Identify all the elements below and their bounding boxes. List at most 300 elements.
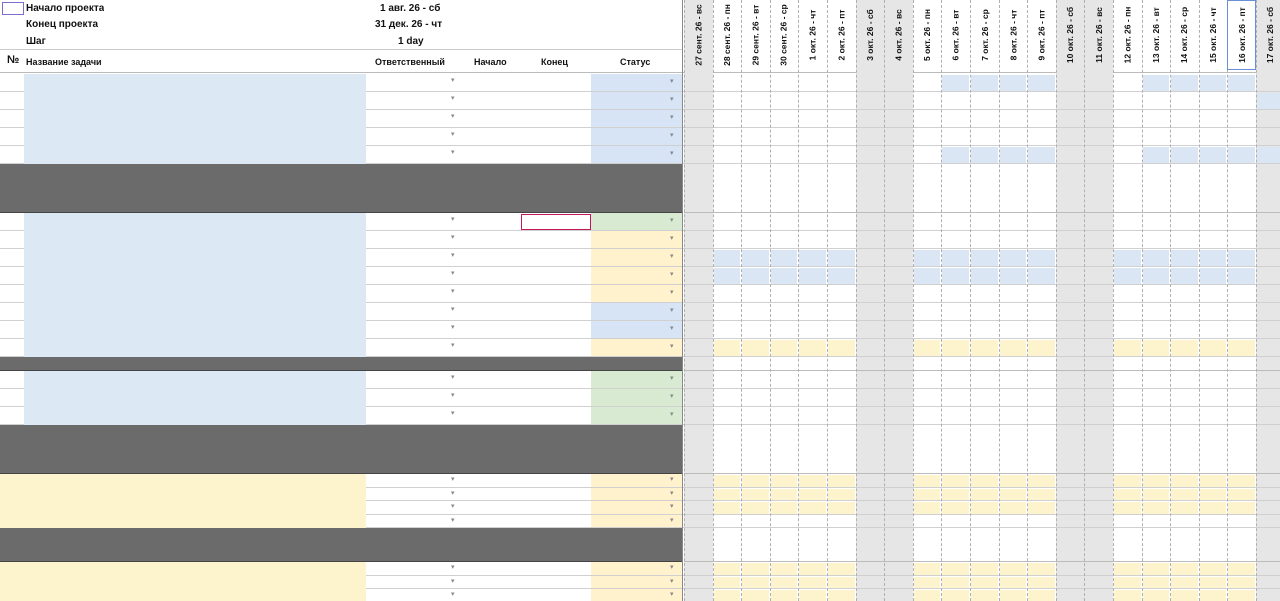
gantt-hours-cell[interactable] [714,268,741,284]
gantt-hours-cell[interactable] [1114,577,1141,589]
gantt-hours-cell[interactable] [1228,489,1255,501]
date-header [1199,0,1228,70]
gantt-hours-cell[interactable] [971,75,998,91]
gantt-hours-cell[interactable] [828,577,855,589]
gantt-hours-cell[interactable] [1200,489,1227,501]
gantt-hours-cell[interactable] [914,268,941,284]
gantt-hours-cell[interactable] [828,268,855,284]
gantt-hours-cell[interactable] [742,340,769,356]
header-divider [0,49,682,50]
gantt-hours-cell[interactable] [1028,250,1055,266]
owner-dropdown-icon[interactable]: ▾ [451,131,455,138]
task-link[interactable] [27,214,363,230]
gantt-hours-cell[interactable] [942,268,969,284]
status-cell[interactable] [591,474,682,487]
gantt-hours-cell[interactable] [771,340,798,356]
status-cell[interactable] [591,110,682,127]
status-cell[interactable] [591,501,682,514]
status-cell[interactable] [591,389,682,406]
task-name [27,475,363,487]
gantt-hours-cell[interactable] [1171,502,1198,514]
owner-dropdown-icon[interactable]: ▾ [451,270,455,277]
gantt-hours-cell[interactable] [1028,563,1055,575]
gantt-hours-cell[interactable] [1171,75,1198,91]
owner-dropdown-icon[interactable]: ▾ [451,489,455,497]
date-header [970,0,999,70]
owner-dropdown-icon[interactable]: ▾ [451,392,455,399]
gantt-hours-cell[interactable] [1000,268,1027,284]
gantt-hours-cell[interactable] [799,502,826,514]
status-dropdown-icon[interactable]: ▾ [670,325,674,332]
grid-line [970,0,971,601]
gantt-hours-cell[interactable] [914,590,941,601]
gantt-hours-cell[interactable] [971,577,998,589]
status-dropdown-icon[interactable]: ▾ [670,577,674,585]
gantt-hours-cell[interactable] [1143,340,1170,356]
gantt-hours-cell[interactable] [1114,268,1141,284]
task-link[interactable] [27,75,363,91]
gantt-hours-cell[interactable] [799,475,826,487]
grid-line [713,0,714,601]
status-cell[interactable] [591,339,682,356]
owner-dropdown-icon[interactable]: ▾ [451,410,455,417]
status-dropdown-icon[interactable]: ▾ [670,516,674,524]
status-dropdown-icon[interactable]: ▾ [670,271,674,278]
owner-dropdown-icon[interactable]: ▾ [451,95,455,102]
selected-cell[interactable] [2,2,24,15]
status-dropdown-icon[interactable]: ▾ [670,289,674,296]
status-cell[interactable] [591,92,682,109]
status-cell[interactable] [591,285,682,302]
gantt-hours-cell[interactable] [1171,268,1198,284]
status-dropdown-icon[interactable]: ▾ [670,307,674,314]
gantt-hours-cell[interactable] [1028,475,1055,487]
gantt-hours-cell[interactable] [828,250,855,266]
gantt-hours-cell[interactable] [1143,268,1170,284]
gantt-hours-cell[interactable] [1257,93,1280,109]
gantt-hours-cell[interactable] [1114,563,1141,575]
gantt-hours-cell[interactable] [828,340,855,356]
gantt-hours-cell[interactable] [1143,489,1170,501]
grid-line [1227,0,1228,601]
task-name [27,489,363,501]
row-num-cell [0,562,24,576]
task-link[interactable] [27,286,363,302]
gantt-hours-cell[interactable] [1228,75,1255,91]
status-dropdown-icon[interactable]: ▾ [670,217,674,224]
status-cell[interactable] [591,576,682,589]
task-name [27,516,363,528]
task-link[interactable] [27,268,363,284]
gantt-hours-cell[interactable] [1143,147,1170,163]
owner-dropdown-icon[interactable]: ▾ [451,288,455,295]
section-row [0,425,682,474]
gantt-hours-cell[interactable] [1143,590,1170,601]
gantt-hours-cell[interactable] [1171,340,1198,356]
status-cell[interactable] [591,74,682,91]
gantt-hours-cell[interactable] [942,502,969,514]
end-date[interactable] [521,214,591,230]
gantt-hours-cell[interactable] [1143,577,1170,589]
date-label: 3 окт. 26 - сб [864,9,875,61]
gantt-hours-cell[interactable] [742,577,769,589]
date-header [741,0,770,70]
status-cell[interactable] [591,589,682,601]
status-dropdown-icon[interactable]: ▾ [670,489,674,497]
gantt-hours-cell[interactable] [799,590,826,601]
gantt-hours-cell[interactable] [742,475,769,487]
gantt-hours-cell[interactable] [1200,75,1227,91]
status-cell[interactable] [591,371,682,388]
row-num-cell [0,267,24,285]
gantt-hours-cell[interactable] [971,563,998,575]
gantt-hours-cell[interactable] [714,590,741,601]
gantt-hours-cell[interactable] [1028,340,1055,356]
status-cell[interactable] [591,231,682,248]
project-start-label: Начало проекта [26,3,105,14]
gantt-hours-cell[interactable] [828,590,855,601]
row-num-cell [0,589,24,601]
status-cell[interactable] [591,249,682,266]
row-num-cell [0,128,24,146]
gantt-hours-cell[interactable] [714,502,741,514]
gantt-hours-cell[interactable] [771,502,798,514]
date-label: 29 сент. 26 - вт [750,4,761,66]
date-label: 30 сент. 26 - ср [779,4,790,66]
gantt-hours-cell[interactable] [942,590,969,601]
gantt-hours-cell[interactable] [1200,590,1227,601]
status-cell[interactable] [591,488,682,501]
row-num-cell [0,576,24,590]
gantt-hours-cell[interactable] [799,563,826,575]
status-dropdown-icon[interactable]: ▾ [670,96,674,103]
gantt-hours-cell[interactable] [771,577,798,589]
task-link[interactable] [27,372,363,388]
status-dropdown-icon[interactable]: ▾ [670,476,674,483]
gantt-hours-cell[interactable] [1228,590,1255,601]
owner-dropdown-icon[interactable]: ▾ [451,252,455,259]
date-label: 15 окт. 26 - чт [1208,7,1219,63]
gantt-hours-cell[interactable] [1228,147,1255,163]
gantt-hours-cell[interactable] [714,250,741,266]
gantt-hours-cell[interactable] [742,590,769,601]
row-num-cell [0,231,24,249]
gantt-hours-cell[interactable] [799,268,826,284]
gantt-hours-cell[interactable] [942,563,969,575]
status-cell[interactable] [591,407,682,424]
gantt-hours-cell[interactable] [971,250,998,266]
gantt-hours-cell[interactable] [1171,475,1198,487]
gantt-hours-cell[interactable] [742,268,769,284]
gantt-hours-cell[interactable] [714,563,741,575]
status-dropdown-icon[interactable]: ▾ [670,78,674,85]
gantt-hours-cell[interactable] [942,489,969,501]
status-cell[interactable] [591,213,682,230]
status-dropdown-icon[interactable]: ▾ [670,375,674,382]
gantt-hours-cell[interactable] [1171,147,1198,163]
gantt-hours-cell[interactable] [714,475,741,487]
gantt-hours-cell[interactable] [1200,475,1227,487]
gantt-hours-cell[interactable] [1028,502,1055,514]
gantt-hours-cell[interactable] [1028,577,1055,589]
row-num-cell [0,213,24,231]
row-num-cell [0,321,24,339]
status-dropdown-icon[interactable]: ▾ [670,393,674,400]
date-label: 4 окт. 26 - вс [893,9,904,61]
gantt-hours-cell[interactable] [799,250,826,266]
row-num-cell [0,371,24,389]
task-link[interactable] [27,340,363,356]
gantt-hours-cell[interactable] [942,75,969,91]
gantt-hours-cell[interactable] [1028,489,1055,501]
gantt-hours-cell[interactable] [1114,340,1141,356]
gantt-hours-cell[interactable] [1228,563,1255,575]
gantt-hours-cell[interactable] [742,250,769,266]
owner-dropdown-icon[interactable]: ▾ [451,476,455,483]
status-cell[interactable] [591,562,682,575]
status-cell[interactable] [591,128,682,145]
gantt-hours-cell[interactable] [1000,577,1027,589]
status-dropdown-icon[interactable]: ▾ [670,150,674,157]
status-dropdown-icon[interactable]: ▾ [670,564,674,571]
gantt-hours-cell[interactable] [1171,489,1198,501]
status-cell[interactable] [591,321,682,338]
gantt-hours-cell[interactable] [771,563,798,575]
date-header [1142,0,1171,70]
gantt-hours-cell[interactable] [1228,250,1255,266]
date-label: 17 окт. 26 - сб [1265,6,1276,64]
gantt-hours-cell[interactable] [971,489,998,501]
project-start-value[interactable]: 1 авг. 26 - сб [380,3,441,14]
date-label: 5 окт. 26 - пн [922,9,933,61]
gantt-hours-cell[interactable] [799,489,826,501]
date-header [770,0,799,70]
owner-dropdown-icon[interactable]: ▾ [451,216,455,223]
date-header [1084,0,1113,70]
gantt-hours-cell[interactable] [799,340,826,356]
gantt-hours-cell[interactable] [1171,250,1198,266]
gantt-hours-cell[interactable] [942,250,969,266]
gantt-hours-cell[interactable] [714,577,741,589]
gantt-hours-cell[interactable] [1143,250,1170,266]
gantt-hours-cell[interactable] [1000,502,1027,514]
gantt-hours-cell[interactable] [771,268,798,284]
task-name [27,590,363,601]
gantt-hours-cell[interactable] [828,475,855,487]
owner-dropdown-icon[interactable]: ▾ [451,577,455,585]
status-cell[interactable] [591,303,682,320]
gantt-hours-cell[interactable] [942,577,969,589]
gantt-hours-cell[interactable] [914,250,941,266]
gantt-hours-cell[interactable] [1000,147,1027,163]
status-cell[interactable] [591,267,682,284]
date-label: 6 окт. 26 - вт [950,9,961,61]
gantt-hours-cell[interactable] [1143,502,1170,514]
gantt-hours-cell[interactable] [1000,340,1027,356]
gantt-hours-cell[interactable] [714,340,741,356]
gantt-hours-cell[interactable] [771,590,798,601]
gantt-hours-cell[interactable] [971,340,998,356]
gantt-hours-cell[interactable] [1200,502,1227,514]
gantt-hours-cell[interactable] [1200,250,1227,266]
gantt-hours-cell[interactable] [1000,250,1027,266]
task-link[interactable] [27,250,363,266]
owner-dropdown-icon[interactable]: ▾ [451,306,455,313]
col-end: Конец [541,57,568,67]
grid-line [856,0,857,601]
gantt-hours-cell[interactable] [1228,340,1255,356]
gantt-hours-cell[interactable] [1143,75,1170,91]
gantt-hours-cell[interactable] [942,147,969,163]
gantt-hours-cell[interactable] [742,563,769,575]
step-value[interactable]: 1 day [398,36,424,47]
task-link[interactable] [27,304,363,320]
gantt-hours-cell[interactable] [714,489,741,501]
gantt-hours-cell[interactable] [1200,340,1227,356]
task-link[interactable] [27,93,363,109]
gantt-hours-cell[interactable] [914,340,941,356]
gantt-hours-cell[interactable] [1114,502,1141,514]
gantt-hours-cell[interactable] [1028,590,1055,601]
gantt-hours-cell[interactable] [1200,268,1227,284]
gantt-hours-cell[interactable] [914,563,941,575]
gantt-hours-cell[interactable] [971,502,998,514]
gantt-hours-cell[interactable] [1228,577,1255,589]
owner-dropdown-icon[interactable]: ▾ [451,591,455,598]
gantt-hours-cell[interactable] [1228,268,1255,284]
gantt-hours-cell[interactable] [828,502,855,514]
owner-dropdown-icon[interactable]: ▾ [451,516,455,524]
status-dropdown-icon[interactable]: ▾ [670,253,674,260]
gantt-hours-cell[interactable] [1200,563,1227,575]
gantt-hours-cell[interactable] [1114,590,1141,601]
gantt-hours-cell[interactable] [942,475,969,487]
task-link[interactable] [27,147,363,163]
gantt-hours-cell[interactable] [914,475,941,487]
task-link[interactable] [27,111,363,127]
task-link[interactable] [27,129,363,145]
col-owner: Ответственный [375,57,445,67]
owner-dropdown-icon[interactable]: ▾ [451,149,455,156]
status-cell[interactable] [591,515,682,528]
task-link[interactable] [27,408,363,424]
owner-dropdown-icon[interactable]: ▾ [451,503,455,510]
gantt-hours-cell[interactable] [1000,563,1027,575]
status-dropdown-icon[interactable]: ▾ [670,343,674,350]
date-header [941,0,970,70]
gantt-hours-cell[interactable] [1143,475,1170,487]
grid-line [798,0,799,601]
date-header [713,0,742,70]
grid-line [1084,0,1085,601]
date-label: 28 сент. 26 - пн [721,4,732,66]
date-label: 12 окт. 26 - пн [1122,6,1133,64]
gantt-hours-cell[interactable] [742,502,769,514]
row-num-cell [0,110,24,128]
gantt-hours-cell[interactable] [771,475,798,487]
owner-dropdown-icon[interactable]: ▾ [451,77,455,84]
status-dropdown-icon[interactable]: ▾ [670,235,674,242]
gantt-hours-cell[interactable] [828,563,855,575]
status-dropdown-icon[interactable]: ▾ [670,591,674,598]
date-label: 8 окт. 26 - чт [1007,9,1018,61]
gantt-hours-cell[interactable] [1028,75,1055,91]
status-dropdown-icon[interactable]: ▾ [670,411,674,418]
gantt-hours-cell[interactable] [1028,268,1055,284]
owner-dropdown-icon[interactable]: ▾ [451,234,455,241]
row-num-cell [0,515,24,529]
gantt-hours-cell[interactable] [1114,475,1141,487]
owner-dropdown-icon[interactable]: ▾ [451,342,455,349]
owner-dropdown-icon[interactable]: ▾ [451,324,455,331]
date-header [684,0,713,70]
grid-line [1056,0,1057,601]
gantt-hours-cell[interactable] [1257,147,1280,163]
task-link[interactable] [27,322,363,338]
row-num-cell [0,146,24,164]
owner-dropdown-icon[interactable]: ▾ [451,564,455,571]
gantt-hours-cell[interactable] [971,475,998,487]
gantt-hours-cell[interactable] [771,489,798,501]
gantt-hours-cell[interactable] [914,577,941,589]
owner-dropdown-icon[interactable]: ▾ [451,374,455,381]
project-end-value[interactable]: 31 дек. 26 - чт [375,19,443,30]
current-date-highlight[interactable] [1227,0,1256,70]
gantt-hours-cell[interactable] [1114,250,1141,266]
gantt-hours-cell[interactable] [742,489,769,501]
task-name [27,502,363,514]
task-link[interactable] [27,232,363,248]
owner-dropdown-icon[interactable]: ▾ [451,113,455,120]
gantt-hours-cell[interactable] [799,577,826,589]
gantt-hours-cell[interactable] [1114,489,1141,501]
status-dropdown-icon[interactable]: ▾ [670,114,674,121]
gantt-hours-cell[interactable] [971,590,998,601]
task-link[interactable] [27,390,363,406]
status-dropdown-icon[interactable]: ▾ [670,132,674,139]
gantt-hours-cell[interactable] [1028,147,1055,163]
gantt-hours-cell[interactable] [1000,489,1027,501]
status-dropdown-icon[interactable]: ▾ [670,503,674,510]
date-header [1170,0,1199,70]
gantt-hours-cell[interactable] [1171,577,1198,589]
gantt-hours-cell[interactable] [1000,475,1027,487]
gantt-hours-cell[interactable] [1171,563,1198,575]
row-border [684,561,1280,562]
gantt-hours-cell[interactable] [1000,75,1027,91]
gantt-hours-cell[interactable] [914,489,941,501]
gantt-hours-cell[interactable] [1200,147,1227,163]
gantt-hours-cell[interactable] [1228,475,1255,487]
gantt-hours-cell[interactable] [914,502,941,514]
gantt-hours-cell[interactable] [971,268,998,284]
gantt-hours-cell[interactable] [1200,577,1227,589]
date-label: 7 окт. 26 - ср [979,9,990,61]
gantt-hours-cell[interactable] [1228,502,1255,514]
gantt-hours-cell[interactable] [971,147,998,163]
gantt-hours-cell[interactable] [1143,563,1170,575]
gantt-hours-cell[interactable] [771,250,798,266]
gantt-hours-cell[interactable] [942,340,969,356]
col-num: № [7,54,20,66]
date-label: 1 окт. 26 - чт [807,9,818,61]
gantt-hours-cell[interactable] [828,489,855,501]
status-cell[interactable] [591,146,682,163]
gantt-hours-cell[interactable] [1000,590,1027,601]
task-name [27,577,363,589]
date-label: 2 окт. 26 - пт [836,9,847,61]
gantt-hours-cell[interactable] [1171,590,1198,601]
